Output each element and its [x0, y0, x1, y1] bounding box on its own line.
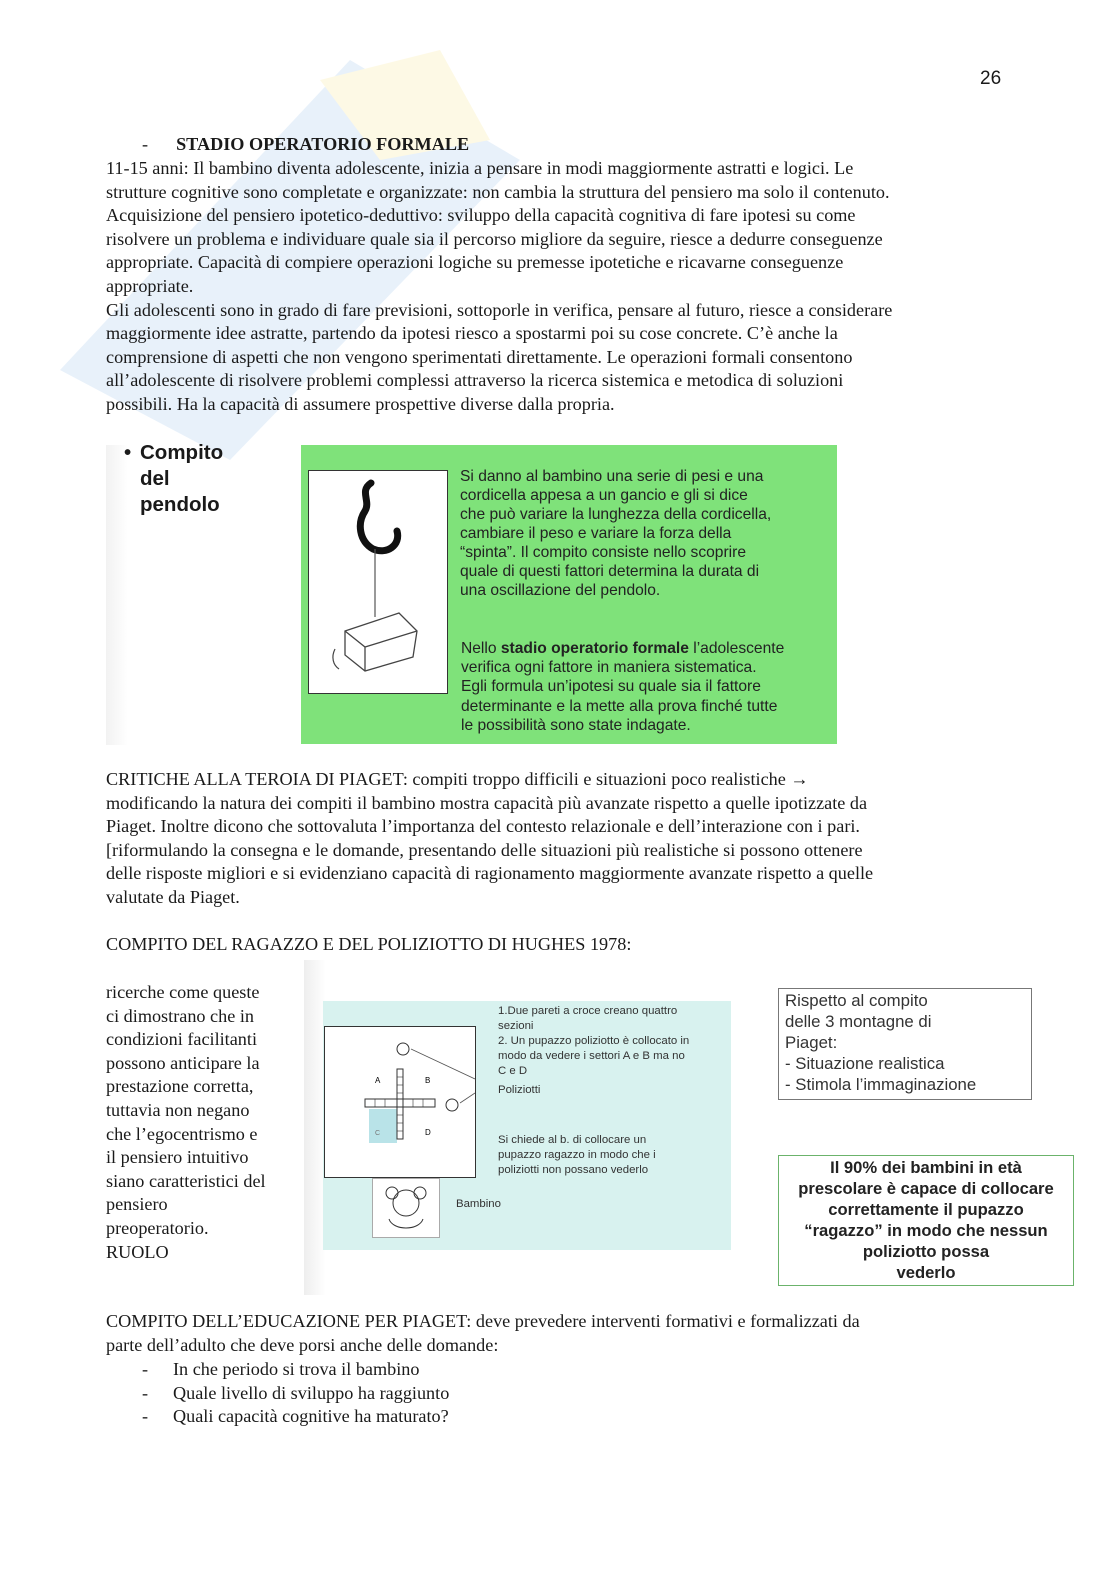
text-line: CRITICHE ALLA TEROIA DI PIAGET: compiti troppo difficili e situazioni poco realistiche → — [106, 769, 809, 789]
desc-line: cambiare il peso e variare la forza della — [460, 525, 732, 542]
paragraph-critiche — [106, 768, 1026, 910]
text-line: valutate da Piaget. — [106, 886, 240, 907]
text-line: ricerche come queste — [106, 982, 260, 1002]
text-line: appropriate. — [106, 275, 194, 296]
text-line: tuttavia non negano — [106, 1099, 250, 1120]
child-icon — [373, 1179, 439, 1237]
list-dash: - — [142, 1359, 149, 1379]
caption-line: C e D — [498, 1065, 528, 1077]
desc-line: una oscillazione del pendolo. — [460, 582, 661, 599]
list-item-text: Quali capacità cognitive ha maturato? — [173, 1406, 449, 1427]
text-line: possibili. Ha la capacità di assumere prospettive diverse dalla propria. — [106, 393, 615, 414]
list-dash: - — [142, 1406, 149, 1427]
list-item-text: Quale livello di sviluppo ha raggiunto — [173, 1382, 450, 1403]
list-item — [142, 1405, 449, 1429]
box-line: prescolare è capace di collocare — [798, 1179, 1054, 1198]
box-line: Il 90% dei bambini in età — [830, 1158, 1022, 1177]
pendulum-description — [460, 467, 820, 600]
caption-line: pupazzo ragazzo in modo che i — [498, 1149, 656, 1161]
box-line: vederlo — [896, 1263, 956, 1282]
box-line: “ragazzo” in modo che nessun — [804, 1221, 1048, 1240]
text-line: Acquisizione del pensiero ipotetico-deduttivo: sviluppo della capacità cognitiva di fare ipotesi su come — [106, 205, 856, 226]
text-line: pensiero — [106, 1194, 168, 1215]
pendulum-formal-stage — [461, 639, 826, 735]
hughes-heading: COMPITO DEL RAGAZZO E DEL POLIZIOTTO DI HUGHES 1978: — [106, 934, 632, 954]
caption-line: poliziotti non possano vederlo — [498, 1164, 649, 1176]
box-line: - Situazione realistica — [785, 1054, 945, 1073]
text-line: preoperatorio. — [106, 1217, 209, 1238]
title-line: del — [140, 467, 170, 490]
text-line: comprensione di aspetti che non vengono sperimentati direttamente. Le operazioni formali consentono — [106, 346, 853, 367]
box-line: correttamente il pupazzo — [828, 1200, 1024, 1219]
box-line: poliziotto possa — [862, 1242, 990, 1261]
caption-line: 2. Un pupazzo poliziotto è collocato in — [498, 1035, 690, 1047]
section-heading-stadio-formale — [142, 133, 469, 157]
caption-line: sezioni — [498, 1020, 534, 1032]
formal-line: determinante e la mette alla prova finché tutte — [461, 697, 778, 715]
sector-label-b: B — [425, 1076, 431, 1085]
box-line: Rispetto al compito — [785, 991, 928, 1010]
desc-line: Si danno al bambino una serie di pesi e una — [460, 468, 764, 485]
list-dash: - — [142, 1382, 149, 1403]
text-line: prestazione corretta, — [106, 1076, 254, 1097]
formal-post: l’adolescente — [688, 640, 785, 657]
list-item — [142, 1358, 449, 1382]
child-illustration — [372, 1178, 440, 1238]
text-line: che l’egocentrismo e — [106, 1123, 258, 1144]
text-line: Gli adolescenti sono in grado di fare previsioni, sottoporle in verifica, pensare al futuro, riesce a considerare — [106, 299, 893, 320]
formal-line: verifica ogni fattore in maniera sistematica. — [461, 659, 757, 677]
formal-line: Egli formula un’ipotesi su quale sia il fattore — [461, 678, 761, 696]
cross-walls-diagram — [324, 1026, 476, 1178]
page-number: 26 — [980, 68, 1002, 89]
label-poliziotti: Poliziotti — [498, 1084, 541, 1096]
desc-line: “spinta”. Il compito consiste nello scoprire — [460, 544, 747, 561]
caption-line: Si chiede al b. di collocare un — [498, 1134, 647, 1146]
text-line: RUOLO — [106, 1241, 169, 1262]
text-line: appropriate. Capacità di compiere operazioni logiche su premesse ipotetiche e ricavarne conseguenze — [106, 252, 844, 273]
diagram-caption-task — [498, 1133, 712, 1178]
text-line: modificando la natura dei compiti il bambino mostra capacità più avanzate rispetto a quelle ipotizzate da — [106, 792, 868, 813]
text-line: maggiormente idee astratte, partendo da ipotesi riesco a spostarmi poi su cose concrete. C’è anche la — [106, 323, 838, 344]
heading-text: STADIO OPERATORIO FORMALE — [176, 134, 470, 154]
desc-line: quale di questi fattori determina la durata di — [460, 563, 760, 580]
box-line: - Stimola l’immaginazione — [785, 1075, 977, 1094]
paragraph-educazione — [106, 1310, 1006, 1357]
box-line: Piaget: — [785, 1033, 838, 1052]
pendulum-icon — [309, 471, 447, 693]
formal-bold: stadio operatorio formale — [500, 640, 689, 657]
heading-dash: - — [142, 134, 149, 154]
title-line: pendolo — [140, 493, 220, 516]
list-item — [142, 1382, 449, 1406]
desc-line: che può variare la lunghezza della cordicella, — [460, 506, 772, 523]
text-line: 11-15 anni: Il bambino diventa adolescente, inizia a pensare in modi maggiormente astratti e logici. Le — [106, 158, 854, 178]
formal-line: le possibilità sono state indagate. — [461, 716, 691, 734]
text-line: parte dell’adulto che deve porsi anche delle domande: — [106, 1334, 499, 1355]
caption-line: modo da vedere i settori A e B ma no — [498, 1050, 685, 1062]
bullet: • — [124, 441, 132, 464]
cross-walls-icon — [325, 1027, 475, 1177]
pendulum-task-title — [124, 440, 223, 518]
sector-label-d: D — [425, 1128, 431, 1137]
title-line: Compito — [140, 441, 224, 464]
text-line: Piaget. Inoltre dicono che sottovaluta l’importanza del contesto relazionale e dell’interazione con i pari. — [106, 816, 860, 837]
caption-line: 1.Due pareti a croce creano quattro — [498, 1005, 678, 1017]
paragraph-stadio-formale — [106, 157, 1006, 417]
education-questions-list — [142, 1358, 449, 1429]
label-bambino: Bambino — [456, 1198, 501, 1210]
text-line: COMPITO DELL’EDUCAZIONE PER PIAGET: deve prevedere interventi formativi e formalizzati da — [106, 1311, 860, 1331]
result-box — [778, 1155, 1074, 1286]
diagram-caption-walls — [498, 1004, 720, 1079]
text-line: [riformulando la consegna e le domande, presentando delle situazioni più realistiche si possono ottenere — [106, 839, 863, 860]
formal-pre: Nello — [461, 640, 501, 657]
text-line: siano caratteristici del — [106, 1170, 266, 1191]
text-line: possono anticipare la — [106, 1052, 260, 1073]
text-line: delle risposte migliori e si evidenziano capacità di ragionamento maggiormente avanzate rispetto a quelle — [106, 863, 874, 884]
list-item-text: In che periodo si trova il bambino — [173, 1359, 420, 1379]
text-line: risolvere un problema e individuare quale sia il percorso migliore da seguire, riesce a dedurre conseguenze — [106, 228, 883, 249]
text-line: strutture cognitive sono completate e organizzate: non cambia la struttura del pensiero ma solo il contenuto. — [106, 181, 890, 202]
comparison-box — [778, 988, 1032, 1100]
text-line: condizioni facilitanti — [106, 1029, 258, 1050]
hughes-left-text — [106, 981, 291, 1264]
text-line: ci dimostrano che in — [106, 1005, 254, 1026]
box-line: delle 3 montagne di — [785, 1012, 932, 1031]
sector-label-a: A — [375, 1076, 381, 1085]
desc-line: cordicella appesa a un gancio e gli si dice — [460, 487, 748, 504]
text-line: all’adolescente di risolvere problemi complessi attraverso la ricerca sistemica e metodica di soluzioni — [106, 370, 844, 391]
sector-label-c: C — [375, 1130, 381, 1137]
pendulum-illustration — [308, 470, 448, 694]
text-line: il pensiero intuitivo — [106, 1147, 249, 1168]
